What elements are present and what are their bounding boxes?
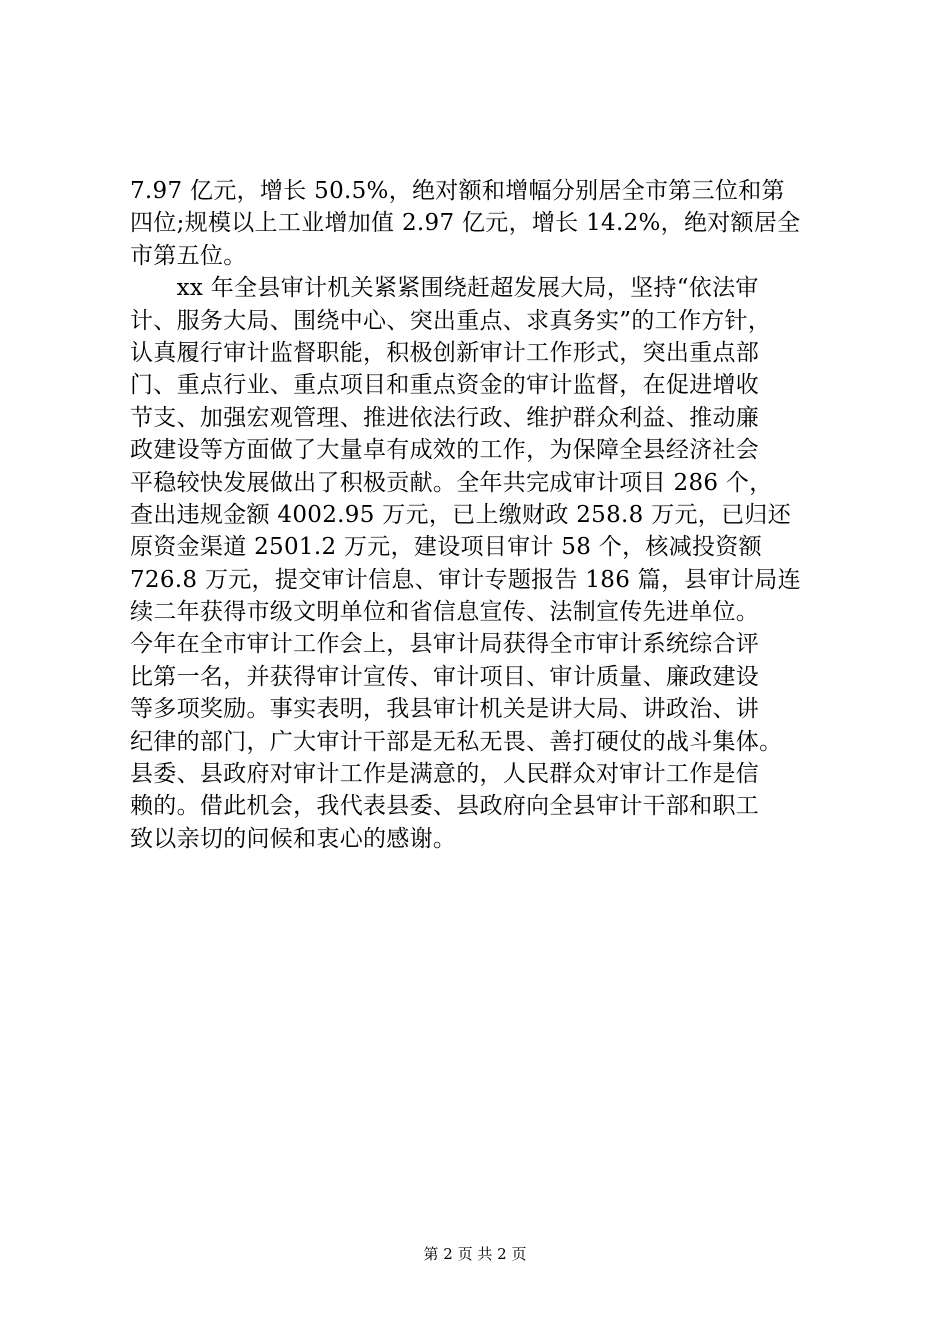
- text-line: 比第一名，并获得审计宣传、审计项目、审计质量、廉政建设: [130, 663, 760, 690]
- text-line: 节支、加强宏观管理、推进依法行政、维护群众利益、推动廉: [130, 404, 760, 431]
- page-footer: [0, 1244, 950, 1264]
- page-number-label: 第 2 页 共 2 页: [423, 1245, 527, 1263]
- text-line: 致以亲切的问候和衷心的感谢。: [130, 825, 457, 852]
- text-line: 计、服务大局、围绕中心、突出重点、求真务实”的工作方针，: [130, 307, 772, 334]
- text-line: 县委、县政府对审计工作是满意的，人民群众对审计工作是信: [130, 761, 760, 788]
- text-line: 认真履行审计监督职能，积极创新审计工作形式，突出重点部: [130, 339, 760, 366]
- text-line: 查出违规金额 4002.95 万元，已上缴财政 258.8 万元，已归还: [130, 501, 791, 528]
- text-line: 726.8 万元，提交审计信息、审计专题报告 186 篇，县审计局连: [130, 566, 801, 593]
- text-line: 等多项奖励。事实表明，我县审计机关是讲大局、讲政治、讲: [130, 696, 760, 723]
- text-line: 纪律的部门，广大审计干部是无私无畏、善打硬仗的战斗集体。: [130, 728, 783, 755]
- text-line: 门、重点行业、重点项目和重点资金的审计监督，在促进增收: [130, 372, 760, 399]
- text-line: 四位;规模以上工业增加值 2.97 亿元，增长 14.2%，绝对额居全: [130, 210, 801, 237]
- text-line: 平稳较快发展做出了积极贡献。全年共完成审计项目 286 个，: [130, 469, 773, 496]
- text-line: 续二年获得市级文明单位和省信息宣传、法制宣传先进单位。: [130, 599, 760, 626]
- text-line: xx 年全县审计机关紧紧围绕赶超发展大局，坚持“依法审: [130, 275, 759, 302]
- text-line: 政建设等方面做了大量卓有成效的工作，为保障全县经济社会: [130, 437, 760, 464]
- text-line: 市第五位。: [130, 242, 247, 269]
- text-line: 7.97 亿元，增长 50.5%，绝对额和增幅分别居全市第三位和第: [130, 178, 785, 204]
- text-line: 原资金渠道 2501.2 万元，建设项目审计 58 个，核减投资额: [130, 534, 762, 561]
- body-text: [130, 175, 830, 855]
- text-line: 今年在全市审计工作会上，县审计局获得全市审计系统综合评: [130, 631, 760, 658]
- text-line: 赖的。借此机会，我代表县委、县政府向全县审计干部和职工: [130, 793, 760, 820]
